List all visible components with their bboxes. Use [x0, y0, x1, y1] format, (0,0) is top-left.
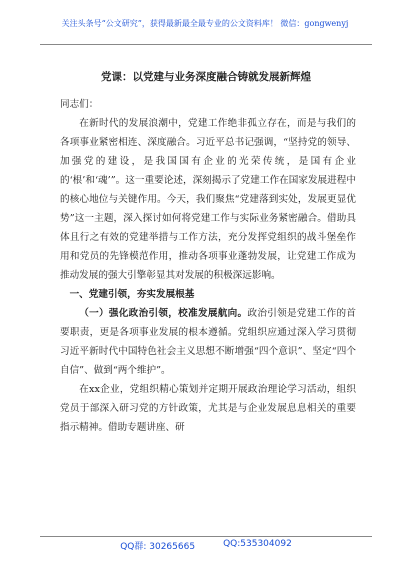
header-banner: 关注头条号“公文研究”，获得最新最全最专业的公文资料库！ 微信：gongwenyj [61, 19, 349, 28]
footer-contact [40, 536, 372, 552]
salutation: 同志们： [60, 99, 99, 110]
footer-qq: QQ:535304092 [223, 539, 292, 549]
document-body [60, 92, 356, 437]
section-one-heading: 一、党建引领，夯实发展根基 [69, 289, 195, 300]
document-title: 党课：以党建与业务深度融合铸就发展新辉煌 [101, 71, 311, 83]
footer-qq-group: QQ群: 30265665 [120, 542, 196, 552]
sub-one-heading: （一）强化政治引领，校准发展航向。 [79, 308, 248, 319]
sub-one-paragraph [60, 304, 356, 380]
sub-one-paragraph-two: 在xx企业，党组织精心策划并定期开展政治理论学习活动，组织党员于部深入研习党的方针政策，尤其是与企业发展息息相关的重要指示精神。借助专题讲座、研 [60, 384, 356, 433]
intro-paragraph: 在新时代的发展浪潮中，党建工作绝非孤立存在，而是与我们的各项事业紧密相连、深度融合。习近平总书记强调，“坚持党的领导、加强党的建设，是我国国有企业的光荣传统，是国有企业的‘根’和‘魂’”。这一重要论述，深刻揭示了党建工作在国家发展进程中的核心地位与关键作用。今天，我们聚焦“党建落到实处，发展更显优势”这一主题，深入探讨如何将党建工作与实际业务紧密融合。借助具体且行之有效的党建举措与工作方法，充分发挥党组织的战斗堡垒作用和党员的先锋模范作用，推动各项事业蓬勃发展，让党建工作成为推动发展的强大引擎彰显其对发展的积极深远影响。 [60, 118, 356, 281]
sub-one-text: 政治引领是党建工作的首要职责，更是各项事业发展的根本遵循。党组织应通过深入学习贯彻习近平新时代中国特色社会主义思想不断增强“四个意识”、坚定“四个自信”、做到“两个维护”。 [60, 308, 357, 376]
header-divider [40, 44, 372, 45]
